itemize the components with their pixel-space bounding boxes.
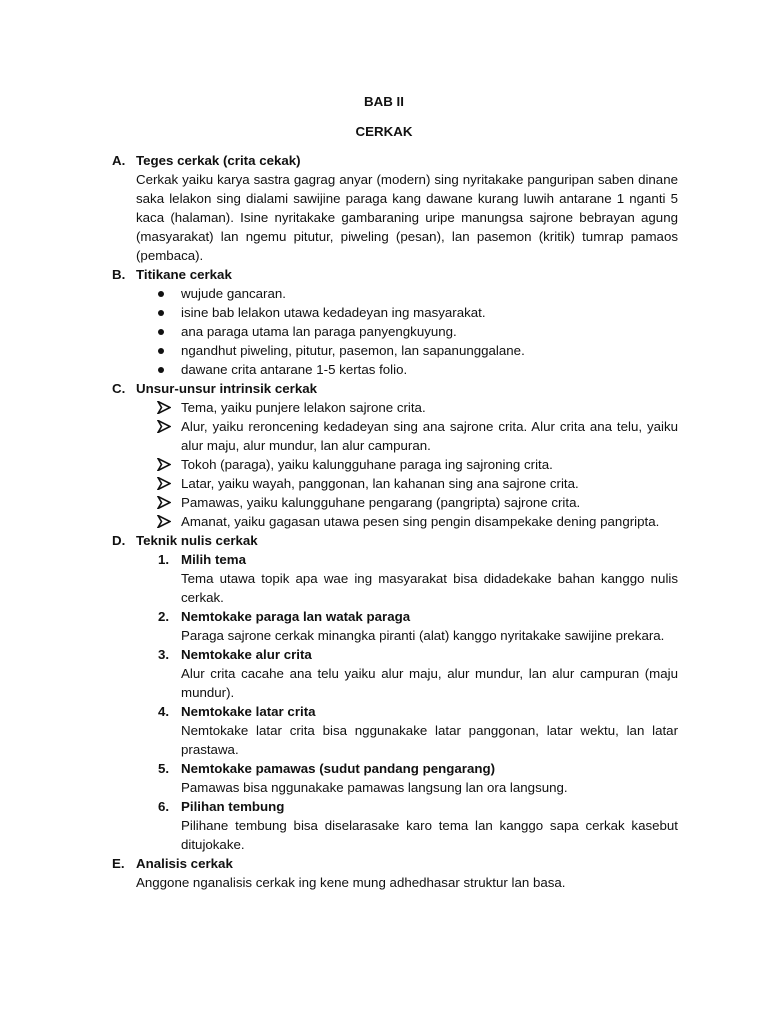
arrowhead-bullet-icon — [157, 477, 171, 490]
list-item-text: Pamawas, yaiku kalungguhane pengarang (pangripta) sajrone crita. — [181, 495, 581, 510]
list-item-text: Latar, yaiku wayah, panggonan, lan kahanan sing ana sajrone crita. — [181, 476, 579, 491]
item-body: Pamawas bisa nggunakake pamawas langsung lan ora langsung. — [181, 780, 568, 795]
list-item — [136, 360, 678, 379]
item-number: 4. — [158, 704, 170, 719]
section-paragraph: Cerkak yaiku karya sastra gagrag anyar (modern) sing nyritakake panguripan saben dinane saka lelakon sing dialami sawijine paraga kang dawane kurang luwih antarane 1 nganti 5 kaca (halaman). Isine nyritakake gambaraning uripe manungsa sajrone bebrayan agung (masyarakat) lan ngemu pitutur, piweling (pesan), lan pasemon (kritik) tumrap pamaos (pembaca). — [136, 172, 678, 263]
list-item-text: isine bab lelakon utawa kedadeyan ing masyarakat. — [181, 305, 486, 320]
list-item-text: Alur, yaiku reroncening kedadeyan sing ana sajrone crita. Alur crita ana telu, yaiku alur maju, alur mundur, lan alur campuran. — [181, 419, 678, 453]
section-title: Analisis cerkak — [136, 856, 233, 871]
item-title: Nemtokake alur crita — [181, 647, 312, 662]
numbered-item — [136, 550, 678, 607]
item-number: 2. — [158, 609, 170, 624]
item-title: Milih tema — [181, 552, 247, 567]
bullet-list — [136, 284, 678, 379]
item-title: Nemtokake latar crita — [181, 704, 316, 719]
list-item — [136, 474, 678, 493]
item-body: Tema utawa topik apa wae ing masyarakat bisa didadekake bahan kanggo nulis cerkak. — [181, 571, 678, 605]
section-letter: B. — [112, 267, 126, 282]
numbered-item — [136, 645, 678, 702]
item-title: Nemtokake pamawas (sudut pandang pengarang) — [181, 761, 496, 776]
section-title: Teges cerkak (crita cekak) — [136, 153, 301, 168]
section-title: Teknik nulis cerkak — [136, 533, 258, 548]
list-item-text: ngandhut piweling, pitutur, pasemon, lan sapanunggalane. — [181, 343, 525, 358]
list-item — [136, 303, 678, 322]
arrowhead-bullet-icon — [157, 496, 171, 509]
list-item-text: ana paraga utama lan paraga panyengkuyung. — [181, 324, 457, 339]
bullet-icon — [158, 291, 164, 297]
list-item — [136, 284, 678, 303]
list-item-text: wujude gancaran. — [181, 286, 286, 301]
list-item — [136, 493, 678, 512]
section-c — [112, 379, 678, 531]
numbered-item — [136, 607, 678, 645]
numbered-item — [136, 759, 678, 797]
list-item — [136, 512, 678, 531]
item-number: 1. — [158, 552, 170, 567]
item-body: Nemtokake latar crita bisa nggunakake latar panggonan, latar wektu, lan latar prastawa. — [181, 723, 678, 757]
arrowhead-bullet-icon — [157, 401, 171, 414]
item-body: Paraga sajrone cerkak minangka piranti (alat) kanggo nyritakake sawijine prekara. — [181, 628, 665, 643]
bullet-icon — [158, 329, 164, 335]
item-number: 6. — [158, 799, 170, 814]
list-item — [136, 417, 678, 455]
section-b — [112, 265, 678, 379]
numbered-list — [136, 550, 678, 854]
section-title: Unsur-unsur intrinsik cerkak — [136, 381, 318, 396]
arrowhead-bullet-icon — [157, 515, 171, 528]
section-title: Titikane cerkak — [136, 267, 232, 282]
arrowhead-bullet-icon — [157, 458, 171, 471]
section-letter: C. — [112, 381, 126, 396]
list-item-text: dawane crita antarane 1-5 kertas folio. — [181, 362, 408, 377]
item-title: Nemtokake paraga lan watak paraga — [181, 609, 411, 624]
document-body — [112, 151, 678, 892]
arrowhead-bullet-icon — [157, 420, 171, 433]
section-a — [112, 151, 678, 265]
list-item-text: Tema, yaiku punjere lelakon sajrone crita. — [181, 400, 426, 415]
item-body: Alur crita cacahe ana telu yaiku alur maju, alur mundur, lan alur campuran (maju mundur). — [181, 666, 678, 700]
item-number: 5. — [158, 761, 170, 776]
bullet-icon — [158, 367, 164, 373]
bullet-icon — [158, 310, 164, 316]
section-letter: E. — [112, 856, 125, 871]
arrow-list — [136, 398, 678, 531]
list-item — [136, 341, 678, 360]
section-letter: A. — [112, 153, 126, 168]
list-item — [136, 322, 678, 341]
list-item — [136, 455, 678, 474]
section-e — [112, 854, 678, 892]
list-item-text: Tokoh (paraga), yaiku kalungguhane paraga ing sajroning crita. — [181, 457, 553, 472]
item-number: 3. — [158, 647, 170, 662]
section-d — [112, 531, 678, 854]
section-letter: D. — [112, 533, 126, 548]
numbered-item — [136, 797, 678, 854]
numbered-item — [136, 702, 678, 759]
chapter-title: CERKAK — [355, 124, 413, 139]
section-paragraph: Anggone nganalisis cerkak ing kene mung adhedhasar struktur lan basa. — [136, 875, 566, 890]
chapter-heading: BAB II — [364, 94, 404, 109]
list-item — [136, 398, 678, 417]
item-title: Pilihan tembung — [181, 799, 285, 814]
item-body: Pilihane tembung bisa diselarasake karo tema lan kanggo sapa cerkak kasebut ditujokake. — [181, 818, 678, 852]
bullet-icon — [158, 348, 164, 354]
list-item-text: Amanat, yaiku gagasan utawa pesen sing pengin disampekake dening pangripta. — [181, 514, 660, 529]
